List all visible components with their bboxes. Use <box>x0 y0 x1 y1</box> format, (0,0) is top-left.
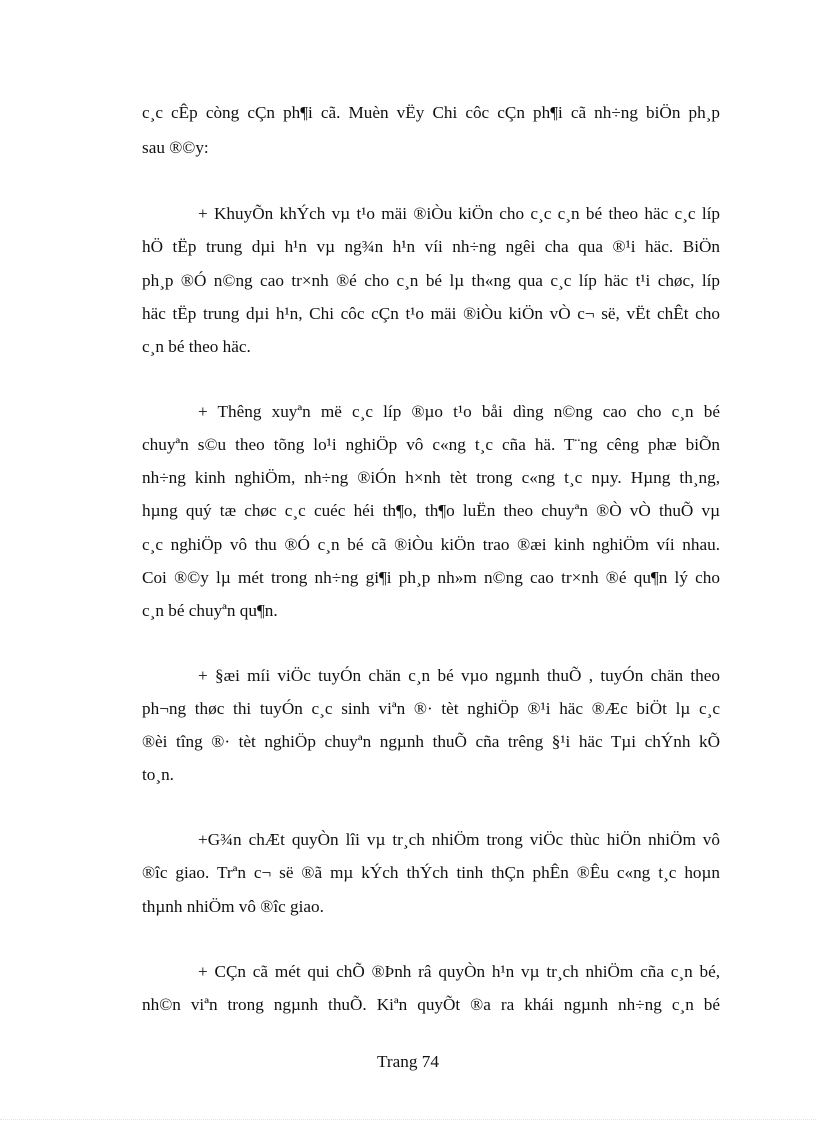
paragraph-line: c¸c cÊp còng cÇn ph¶i cã. Muèn vËy Chi côc cÇn ph¶i cã nh÷ng biÖn ph¸p <box>142 103 720 122</box>
paragraph-line: häc tËp trung dµi h¹n, Chi côc cÇn t¹o mäi ®iÒu kiÖn vÒ c¬ së, vËt chÊt cho <box>142 304 720 323</box>
paragraph-line: +G¾n chÆt quyÒn lîi vµ tr¸ch nhiÖm trong viÖc thùc hiÖn nhiÖm vô <box>198 830 720 849</box>
paragraph-line: + Thêng xuyªn më c¸c líp ®µo t¹o båi dìng n©ng cao cho c¸n bé <box>198 402 720 421</box>
paragraph-line: ®èi tîng ®· tèt nghiÖp chuyªn ngµnh thuÕ cña trêng §¹i häc Tµi chÝnh kÕ <box>142 732 720 751</box>
paragraph-line: hÖ tËp trung dµi h¹n vµ ng¾n h¹n víi nh÷ng ngêi cha qua ®¹i häc. BiÖn <box>142 237 720 256</box>
paragraph-line: to¸n. <box>142 765 174 784</box>
paragraph-line: sau ®©y: <box>142 138 209 157</box>
paragraph-line: thµnh nhiÖm vô ®îc giao. <box>142 897 324 916</box>
paragraph-line: nh÷ng kinh nghiÖm, nh÷ng ®iÓn h×nh tèt trong c«ng t¸c nµy. Hµng th¸ng, <box>142 468 720 487</box>
paragraph-line: + CÇn cã mét qui chÕ ®Þnh râ quyÒn h¹n vµ tr¸ch nhiÖm cña c¸n bé, <box>198 962 720 981</box>
paragraph-line: ®îc giao. Trªn c¬ së ®ã mµ kÝch thÝch tinh thÇn phÊn ®Êu c«ng t¸c hoµn <box>142 863 720 882</box>
paragraph-line: ph¸p ®Ó n©ng cao tr×nh ®é cho c¸n bé lµ th«ng qua c¸c líp häc t¹i chøc, líp <box>142 271 720 290</box>
paragraph-line: c¸n bé theo häc. <box>142 337 251 356</box>
paragraph-line: + §æi míi viÖc tuyÓn chän c¸n bé vµo ngµnh thuÕ , tuyÓn chän theo <box>198 666 720 685</box>
paragraph-line: ph¬ng thøc thi tuyÓn c¸c sinh viªn ®· tèt nghiÖp ®¹i häc ®Æc biÖt lµ c¸c <box>142 699 720 718</box>
paragraph-line: + KhuyÕn khÝch vµ t¹o mäi ®iÒu kiÖn cho c¸c c¸n bé theo häc c¸c líp <box>198 204 720 223</box>
paragraph-line: c¸c nghiÖp vô thu ®Ó c¸n bé cã ®iÒu kiÖn trao ®æi kinh nghiÖm víi nhau. <box>142 535 720 554</box>
paragraph-line: Coi ®©y lµ mét trong nh÷ng gi¶i ph¸p nh»m n©ng cao tr×nh ®é qu¶n lý cho <box>142 568 720 587</box>
page-bottom-divider <box>0 1119 816 1120</box>
paragraph-line: hµng quý tæ chøc c¸c cuéc héi th¶o, th¶o luËn theo chuyªn ®Ò vÒ thuÕ vµ <box>142 501 720 520</box>
paragraph-line: c¸n bé chuyªn qu¶n. <box>142 601 278 620</box>
paragraph-line: nh©n viªn trong ngµnh thuÕ. Kiªn quyÕt ®a ra khái ngµnh nh÷ng c¸n bé <box>142 995 720 1014</box>
page-number: Trang 74 <box>377 1052 439 1071</box>
paragraph-line: chuyªn s©u theo tõng lo¹i nghiÖp vô c«ng t¸c cña hä. T¨ng cêng phæ biÕn <box>142 435 720 454</box>
